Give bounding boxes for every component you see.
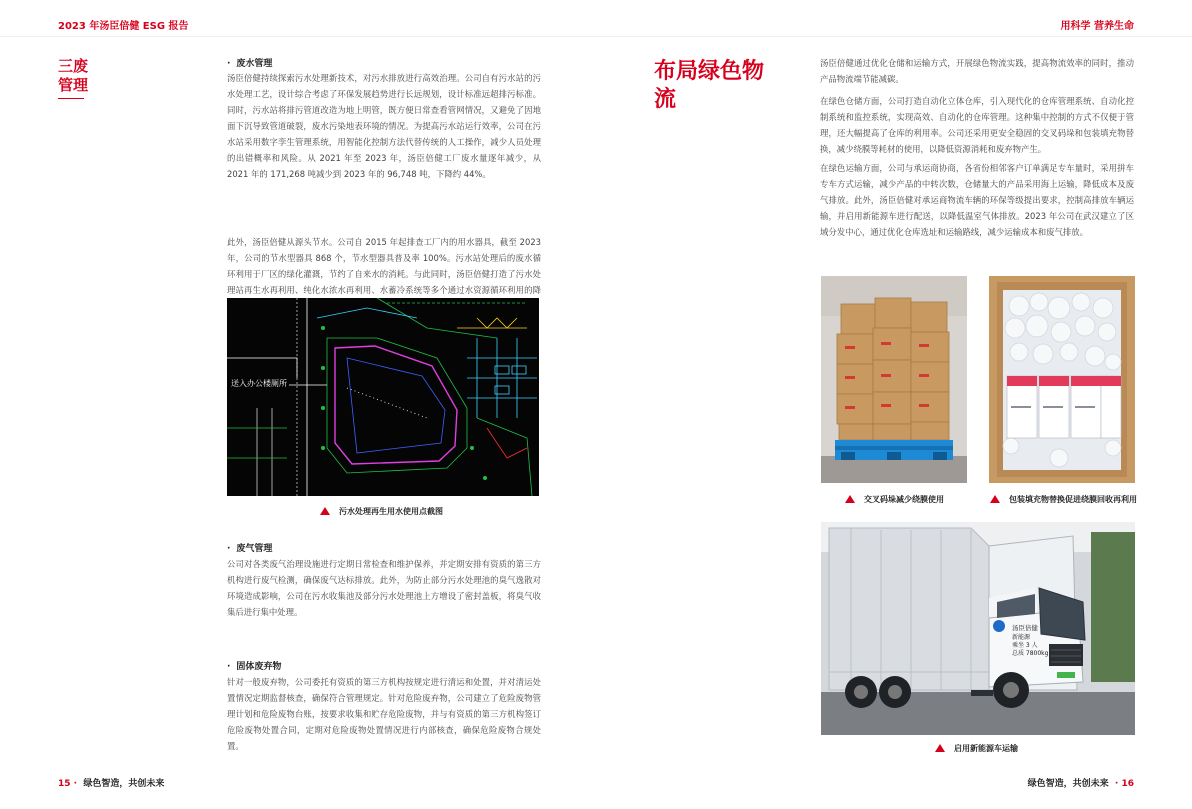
packaging-caption-text: 包装填充物替换促进绕膜回收再利用 (1009, 495, 1137, 504)
section-title: 三废管理 (58, 57, 89, 94)
cad-drawing (227, 298, 539, 496)
bullet-dot: · (227, 59, 231, 69)
wastewater-paragraph-2: 此外，汤臣倍健从源头节水。公司自 2015 年起排查工厂内的用水器具，截至 2023 年，公司的节水型器具 868 个，节水型器具普及率 100%。污水站处理后的废水循环利用于厂区的绿化灌溉，节约了自来水的消耗。与此同时，汤臣倍健打造了污水处理站再生水再利用、纯化水浓水再利用、水蓄冷系统等多个通过水资源循环利用的降 (227, 237, 541, 295)
caption-triangle-icon (935, 744, 945, 752)
truck-caption-text: 启用新能源车运输 (954, 744, 1018, 753)
pallet-caption-text: 交叉码垛减少绕膜使用 (864, 495, 944, 504)
solid-waste-paragraph: 针对一般废弃物，公司委托有资质的第三方机构按规定进行清运和处置，并对清运处置情况定期监督核查，确保符合管理规定。针对危险废弃物，公司建立了危险废物管理计划和危险废物台账，按要求收集和贮存危险废物，并与有资质的第三方机构签订危险废物处置合同，定期对危险废物处置情况进行内部核查，确保危险废物合规处置。 (227, 677, 541, 751)
truck-caption (935, 743, 1018, 754)
page-number-left: 15 (58, 779, 71, 789)
transport-paragraph: 在绿色运输方面，公司与承运商协商，各省份相邻客户订单满足专车量时，采用拼车专车方式运输，减少产品的中转次数，仓储量大的产品采用海上运输，降低成本及废气排放。此外，汤臣倍健对承运商物流车辆的环保等级提出要求，控制高排放车辆运输，并启用新能源车进行配送，以降低温室气体排放。2023 年公司在武汉建立了区域分发中心，通过优化仓库选址和运输路线，减少运输成本和废气排放。 (820, 163, 1134, 237)
footer-slogan-left: 绿色智造，共创未来 (83, 779, 165, 789)
pallet-caption (845, 494, 944, 505)
truck-door-text-type: 新能源 (1012, 634, 1031, 641)
header-divider (0, 36, 1192, 37)
page-separator-dot: · (1111, 779, 1122, 789)
packaging-caption (990, 494, 1137, 505)
pallet-photo (821, 276, 967, 483)
bullet-dot: · (227, 662, 231, 672)
slogan-header: 用科学 营养生命 (1060, 21, 1134, 32)
packaging-photo (989, 276, 1135, 483)
exhaust-heading (227, 541, 272, 554)
caption-triangle-icon (845, 495, 855, 503)
wastewater-heading (227, 56, 272, 69)
solid-waste-heading (227, 659, 281, 672)
footer-left (58, 776, 164, 789)
truck-photo (821, 522, 1135, 735)
page-separator-dot: · (70, 779, 81, 789)
caption-triangle-icon (320, 507, 330, 515)
bullet-dot: · (227, 544, 231, 554)
footer-slogan-right: 绿色智造，共创未来 (1027, 779, 1109, 789)
solid-waste-heading-text: 固体废弃物 (236, 662, 282, 672)
exhaust-paragraph: 公司对各类废气治理设施进行定期日常检查和维护保养，并定期安排有资质的第三方机构进行废气检测，确保废气达标排放。此外，为防止部分污水处理池的臭气逸散对环境造成影响，公司在污水收集池及部分污水处理池上方增设了密封盖板，将臭气收集后进行集中处理。 (227, 559, 541, 617)
truck-door-text-seats: 乘坐 3 人 (1012, 642, 1038, 649)
page-number-right: 16 (1121, 779, 1134, 789)
report-title-header: 2023 年汤臣倍健 ESG 报告 (58, 21, 189, 32)
exhaust-heading-text: 废气管理 (236, 544, 273, 554)
cad-caption-text: 污水处理再生用水使用点截图 (339, 507, 443, 516)
logistics-title: 布局绿色物流 (654, 59, 765, 112)
footer-right (1028, 776, 1134, 789)
caption-triangle-icon (990, 495, 1000, 503)
truck-door-text-weight: 总质 7800kg (1012, 650, 1049, 657)
cad-caption (320, 506, 443, 517)
logistics-intro: 汤臣倍健通过优化仓储和运输方式，开展绿色物流实践，提高物流效率的同时，推动产品物流端节能减碳。 (820, 58, 1134, 84)
storage-paragraph: 在绿色仓储方面，公司打造自动化立体仓库，引入现代化的仓库管理系统、自动化控制系统和监控系统，实现高效、自动化的仓库管理。这种集中控制的方式不仅便于管理，还大幅提高了仓库的利用率。公司还采用更安全稳固的交叉码垛和包装填充物替换，减少绕膜等耗材的使用，以降低资源消耗和废弃物产生。 (820, 96, 1134, 154)
wastewater-heading-text: 废水管理 (236, 59, 273, 69)
section-title-underline (58, 98, 84, 99)
cad-label: 送入办公楼厕所 (231, 379, 287, 388)
wastewater-paragraph-1: 汤臣倍健持续探索污水处理新技术，对污水排放进行高效治理。公司自有污水站的污水处理工艺，设计综合考虑了环保发展趋势进行长远规划，设计标准远超排污标准。同时，污水站将排污管道改造为地上明管，既方便日常查看管网情况，又避免了因地面下沉导致管道破裂，废水污染地表环境的情况。为提高污水站运行效率，公司在污水站采用数字孪生管理系统，用智能化控制方法代替传统的人工操作，减少人员处理的出错概率和风险。从 2021 年至 2023 年，汤臣倍健工厂废水量逐年减少，从 2021 年的 171,268 吨减少到 2023 年的 96,748 吨，下降约 44%。 (227, 73, 541, 179)
truck-door-text-brand: 汤臣倍健 (1012, 624, 1038, 632)
